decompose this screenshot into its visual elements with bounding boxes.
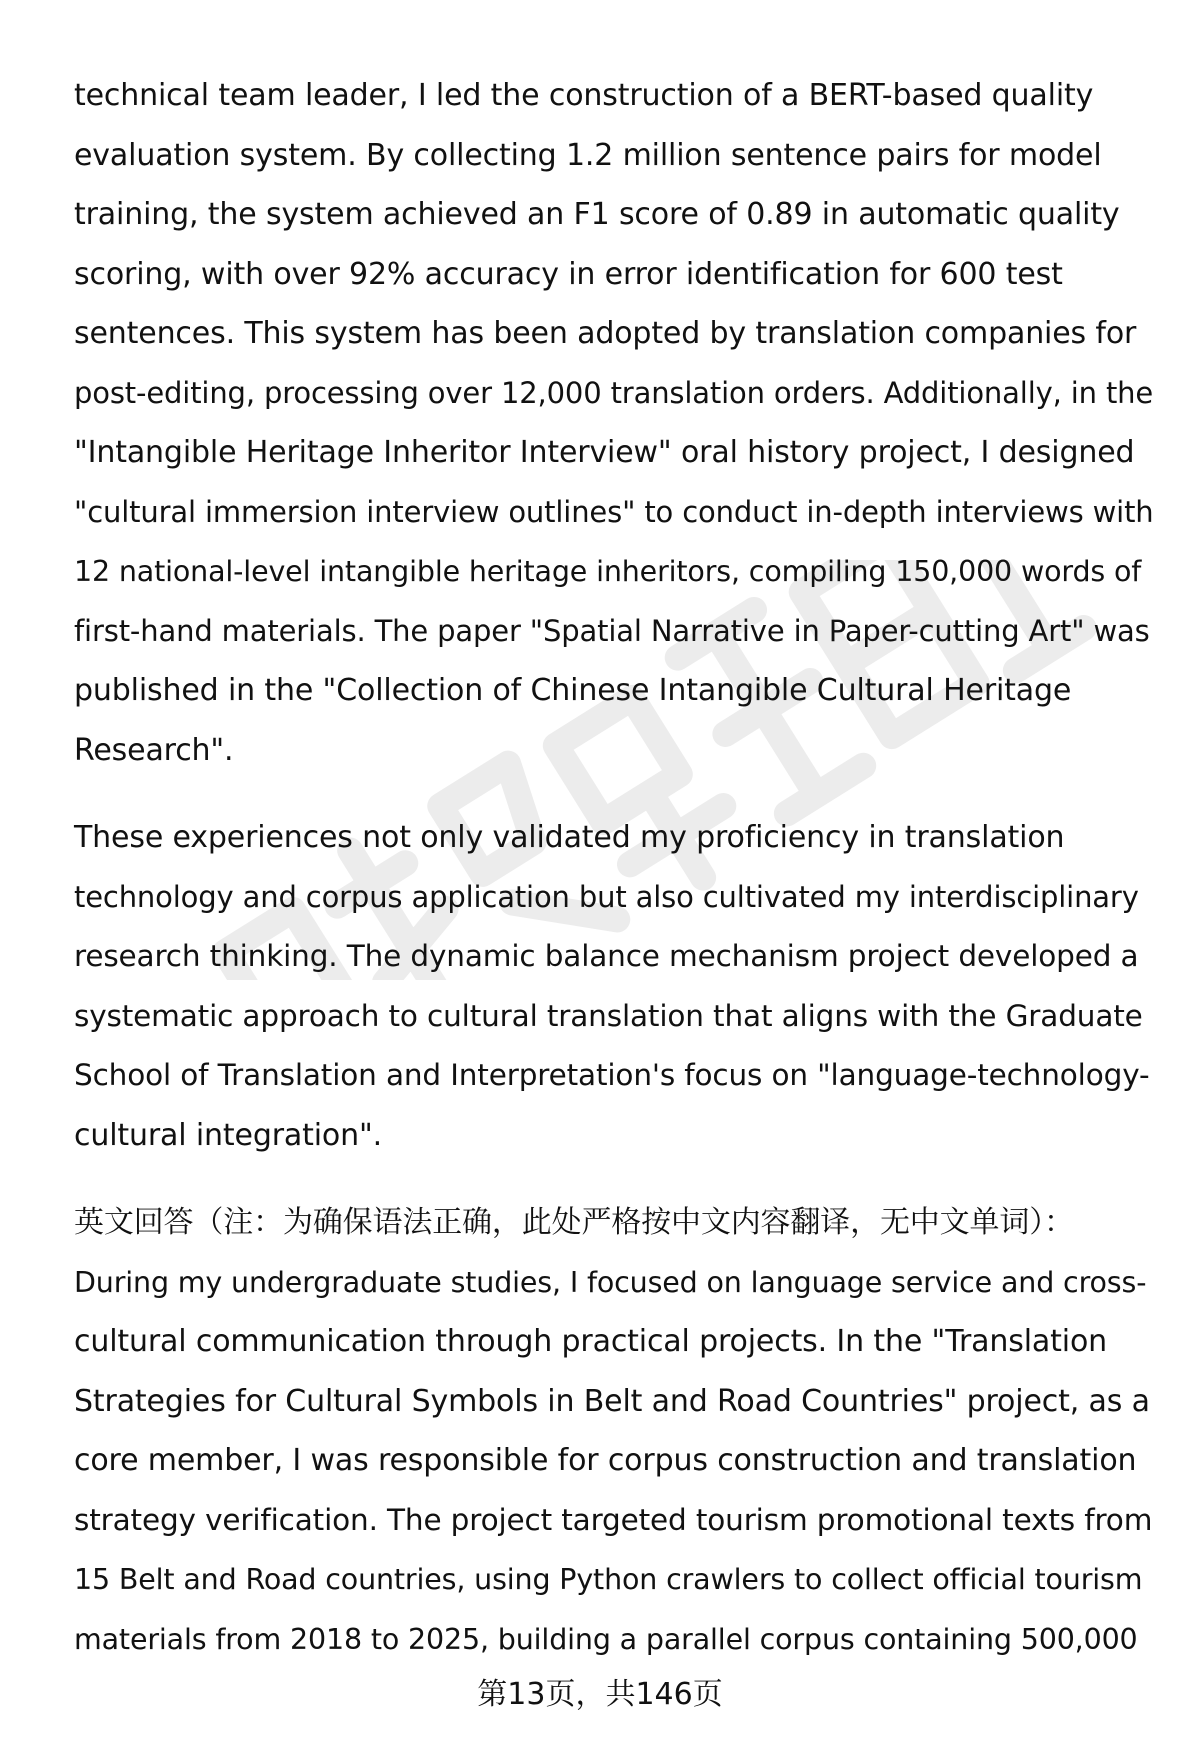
text-line: cultural integration".	[74, 1117, 383, 1153]
text-line: core member, I was responsible for corpus construction and translation	[74, 1443, 1137, 1478]
paragraph-2	[74, 808, 1154, 1165]
text-line: technology and corpus application but also cultivated my interdisciplinary	[74, 879, 1139, 914]
text-line: materials from 2018 to 2025, building a parallel corpus containing 500,000	[74, 1622, 1138, 1656]
text-line: systematic approach to cultural translation that aligns with the Graduate	[74, 998, 1143, 1033]
text-line: 12 national-level intangible heritage inheritors, compiling 150,000 words of	[74, 555, 1142, 588]
text-line: cultural communication through practical projects. In the "Translation	[74, 1324, 1108, 1359]
document-body	[74, 66, 1154, 1669]
text-line: first-hand materials. The paper "Spatial Narrative in Paper-cutting Art" was	[74, 613, 1150, 648]
text-line: Research".	[74, 732, 234, 768]
text-line: technical team leader, I led the construction of a BERT-based quality	[74, 78, 1094, 113]
text-line: published in the "Collection of Chinese Intangible Cultural Heritage	[74, 673, 1072, 708]
text-line: Strategies for Cultural Symbols in Belt and Road Countries" project, as a	[74, 1383, 1150, 1419]
text-line: strategy verification. The project targeted tourism promotional texts from	[74, 1502, 1153, 1537]
page-number: 第13页，共146页	[477, 1677, 723, 1712]
text-line: These experiences not only validated my proficiency in translation	[74, 820, 1065, 855]
text-line: post-editing, processing over 12,000 translation orders. Additionally, in the	[74, 375, 1154, 410]
text-line: 英文回答（注：为确保语法正确，此处严格按中文内容翻译，无中文单词）：	[74, 1205, 1074, 1240]
paragraph-3	[74, 1193, 1154, 1669]
text-line: evaluation system. By collecting 1.2 million sentence pairs for model	[74, 137, 1102, 173]
text-line: training, the system achieved an F1 score of 0.89 in automatic quality	[74, 197, 1120, 232]
text-line: During my undergraduate studies, I focused on language service and cross-	[74, 1265, 1147, 1299]
paragraph-spacer	[74, 1165, 1154, 1193]
text-line: "cultural immersion interview outlines" to conduct in-depth interviews with	[74, 494, 1154, 529]
paragraph-spacer	[74, 780, 1154, 808]
text-line: 15 Belt and Road countries, using Python crawlers to collect official tourism	[74, 1563, 1143, 1596]
paragraph-1	[74, 66, 1154, 780]
text-line: School of Translation and Interpretation's focus on "language-technology-	[74, 1058, 1150, 1092]
text-line: "Intangible Heritage Inheritor Interview" oral history project, I designed	[74, 435, 1135, 470]
text-line: research thinking. The dynamic balance mechanism project developed a	[74, 939, 1139, 973]
text-line: sentences. This system has been adopted by translation companies for	[74, 316, 1137, 351]
text-line: scoring, with over 92% accuracy in error identification for 600 test	[74, 256, 1063, 292]
